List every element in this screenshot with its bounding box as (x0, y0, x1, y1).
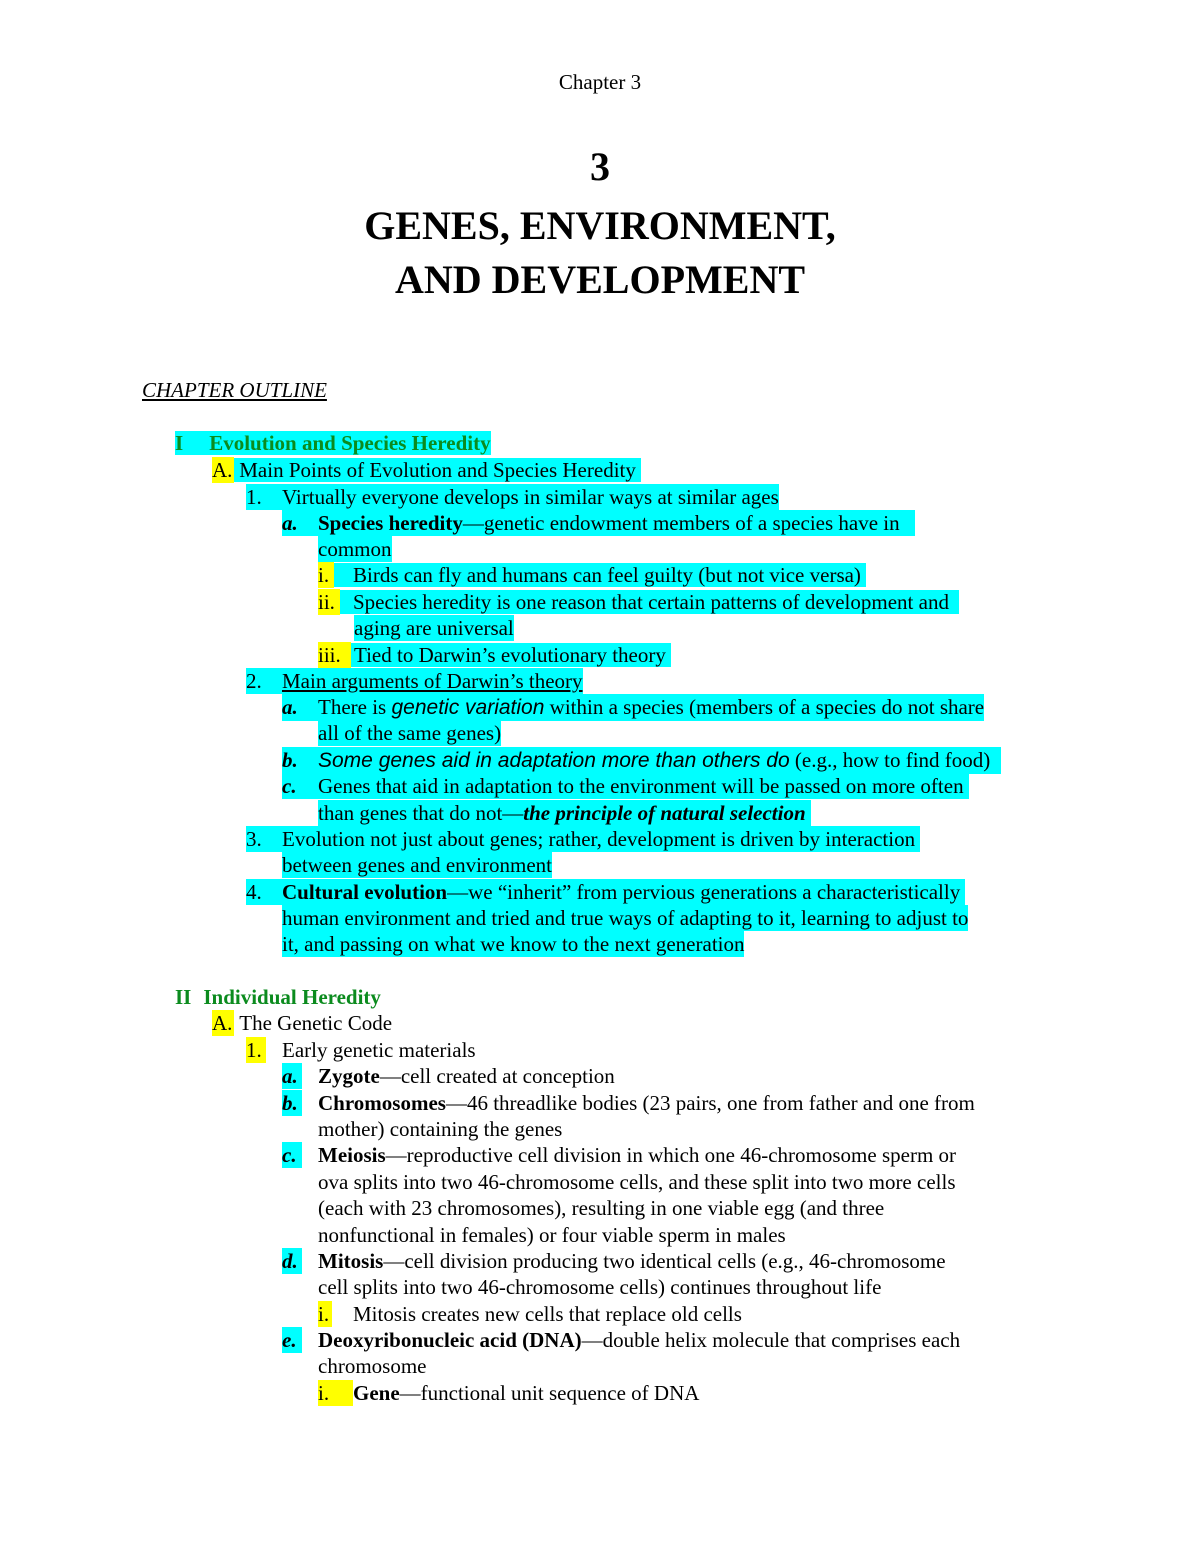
outline-item (282, 1248, 946, 1274)
outline-heading: CHAPTER OUTLINE (142, 378, 327, 402)
item-term: Gene (353, 1381, 400, 1405)
outline-item-continuation: it, and passing on what we know to the next generation (282, 932, 745, 956)
chapter-title (0, 199, 1200, 307)
outline-item (318, 562, 866, 588)
item-emphasis: genetic variation (391, 696, 545, 719)
outline-item (282, 1142, 956, 1168)
item-label: A. (212, 458, 233, 482)
chapter-number: 3 (590, 144, 610, 189)
outline-item (246, 1037, 476, 1063)
item-label: i. (318, 1380, 353, 1406)
item-text: Species heredity is one reason that certain patterns of development and (353, 590, 949, 614)
item-text: Tied to Darwin’s evolutionary theory (354, 643, 666, 667)
item-label: A. (212, 1011, 233, 1035)
item-text: —we “inherit” from pervious generations a characteristically (447, 880, 961, 904)
outline-item (282, 1063, 615, 1089)
chapter-title-line-2: AND DEVELOPMENT (394, 257, 806, 302)
item-label: 1. (246, 485, 262, 509)
item-emphasis: the principle of natural selection (523, 801, 806, 825)
item-text: —genetic endowment members of a species have in (462, 511, 900, 535)
item-text: Virtually everyone develops in similar ways at similar ages (282, 485, 779, 509)
outline-item-continuation: (each with 23 chromosomes), resulting in one viable egg (and three (318, 1196, 885, 1220)
item-label: c. (282, 1142, 302, 1168)
outline-item (282, 1090, 975, 1116)
outline-item (246, 879, 965, 905)
item-label: a. (282, 511, 298, 535)
item-term: Species heredity (318, 511, 463, 535)
section-heading (175, 984, 381, 1010)
item-text: —cell division producing two identical cells (e.g., 46-chromosome (383, 1249, 946, 1273)
item-term: Deoxyribonucleic acid (DNA) (318, 1328, 582, 1352)
item-label: iii. (318, 642, 351, 668)
item-label: 2. (246, 669, 262, 693)
outline-item-continuation: aging are universal (354, 616, 514, 640)
outline-item-continuation: cell splits into two 46-chromosome cells) continues throughout life (318, 1275, 882, 1299)
item-label: a. (282, 1063, 302, 1089)
item-text: —double helix molecule that comprises each (581, 1328, 961, 1352)
item-text: —46 threadlike bodies (23 pairs, one from father and one from (445, 1091, 975, 1115)
item-label: c. (282, 774, 297, 798)
item-term: Meiosis (318, 1143, 386, 1167)
item-text: —functional unit sequence of DNA (399, 1381, 700, 1405)
section-title: Individual Heredity (203, 985, 381, 1009)
outline-item (282, 747, 1001, 774)
item-label: 4. (246, 880, 262, 904)
section-title: Evolution and Species Heredity (209, 431, 491, 455)
item-text: Main Points of Evolution and Species Heredity (239, 458, 636, 482)
outline-item-continuation: mother) containing the genes (318, 1117, 563, 1141)
outline-item-continuation: human environment and tried and true ways of adapting to it, learning to adjust to (282, 906, 969, 930)
outline-item: a. There is genetic variation within a species (members of a species do not share (282, 695, 985, 719)
outline-item-continuation: nonfunctional in females) or four viable sperm in males (318, 1223, 786, 1247)
outline-item-continuation: common (318, 537, 392, 561)
item-text: (e.g., how to find food) (789, 748, 991, 772)
section-heading (175, 430, 491, 456)
item-text: —cell created at conception (379, 1064, 615, 1088)
item-label: b. (282, 1090, 302, 1116)
item-label: d. (282, 1248, 302, 1274)
outline-item (212, 1010, 392, 1036)
item-label: e. (282, 1327, 302, 1353)
outline-item-continuation: all of the same genes) (318, 721, 502, 745)
outline-item (318, 1301, 742, 1327)
section-number: I (175, 431, 184, 455)
outline-item (246, 826, 920, 852)
item-text: Main arguments of Darwin’s theory (282, 669, 583, 693)
chapter-title-line-1: GENES, ENVIRONMENT, (364, 203, 836, 248)
outline-item (282, 1327, 960, 1353)
item-label: ii. (318, 589, 340, 615)
outline-item-continuation: than genes that do not—the principle of natural selection (318, 800, 811, 826)
item-label: a. (282, 695, 298, 719)
outline-item-continuation: chromosome (318, 1354, 427, 1378)
outline-item-continuation: between genes and environment (282, 853, 552, 877)
item-term: Chromosomes (318, 1091, 446, 1115)
item-label: b. (282, 748, 298, 772)
item-text: —reproductive cell division in which one 46-chromosome sperm or (385, 1143, 957, 1167)
item-emphasis: Some genes aid in adaptation more than others do (318, 749, 790, 772)
outline-item (246, 484, 779, 510)
item-label: i. (318, 1301, 332, 1327)
item-label: 3. (246, 827, 262, 851)
outline-item-continuation: ova splits into two 46-chromosome cells, and these split into two more cells (318, 1170, 956, 1194)
item-label: 1. (246, 1037, 266, 1063)
outline-item (318, 589, 959, 615)
item-term: Cultural evolution (282, 880, 448, 904)
outline-item (282, 773, 969, 799)
item-term: Zygote (318, 1064, 380, 1088)
item-text: Early genetic materials (282, 1038, 476, 1062)
outline-item (318, 1380, 699, 1406)
outline-item (212, 457, 641, 483)
outline-item (318, 642, 671, 668)
section-number: II (175, 985, 192, 1009)
running-header: Chapter 3 (558, 70, 642, 94)
item-text: Evolution not just about genes; rather, development is driven by interaction (282, 827, 916, 851)
item-term: Mitosis (318, 1249, 384, 1273)
item-text: within a species (members of a species do not share (544, 695, 985, 719)
item-text: Genes that aid in adaptation to the environment will be passed on more often (318, 774, 964, 798)
item-text: The Genetic Code (239, 1011, 393, 1035)
item-label: i. (318, 562, 334, 588)
outline-item (282, 510, 915, 536)
item-text: Mitosis creates new cells that replace old cells (353, 1302, 742, 1326)
outline-item (246, 668, 583, 694)
item-text: Birds can fly and humans can feel guilty (but not vice versa) (353, 563, 861, 587)
